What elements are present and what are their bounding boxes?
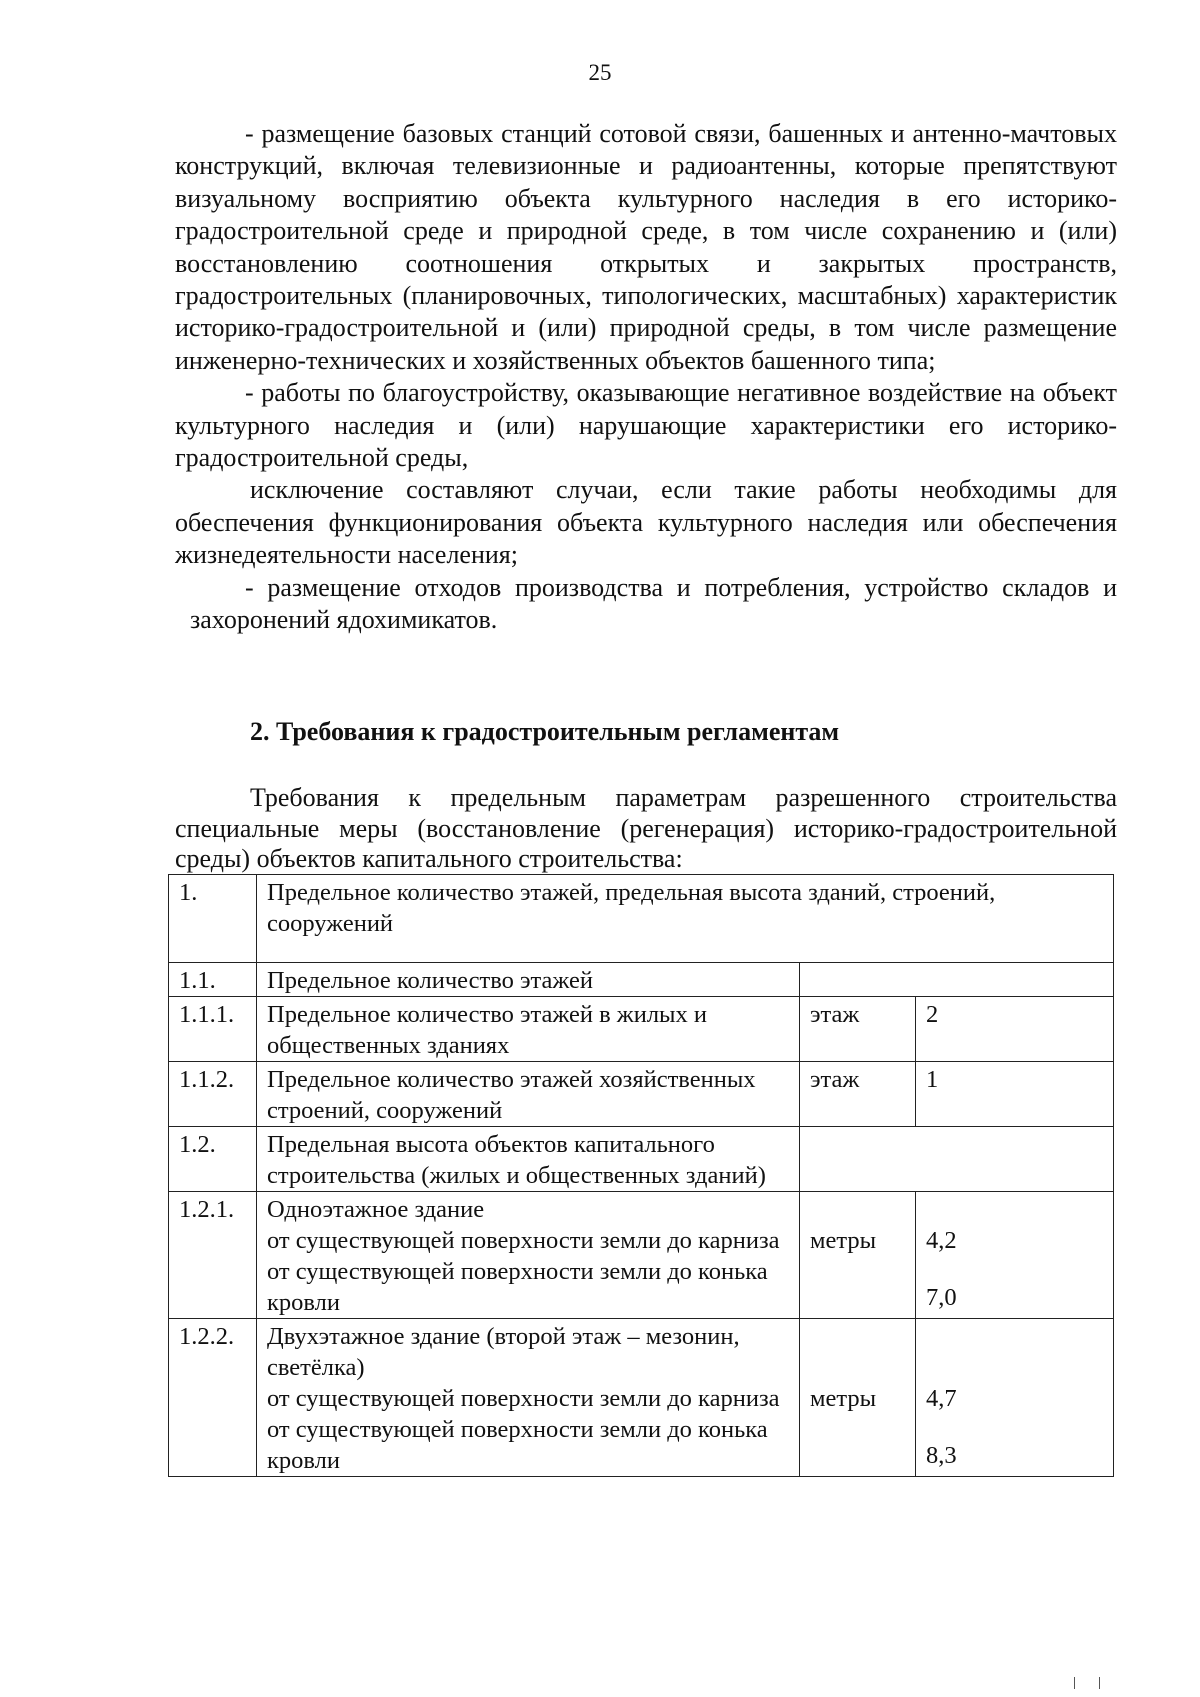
table-row [169,1192,1114,1319]
paragraph: - размещение отходов производства и потребления, устройство складов и захоронений ядохимикатов. [190,572,1117,635]
paragraph: - размещение базовых станций сотовой связи, башенных и антенно-мачтовых конструкций, включая телевизионные и радиоантенны, которые препятствуют визуальному восприятию объекта культурного наследия в его историко-градостроительной среде и природной среде, в том числе сохранению и (или) восстановлению соотношения открытых и закрытых пространств, градостроительных (планировочных, типологических, масштабных) характеристик историко-градостроительной и (или) природной среды, в том числе размещение инженерно-технических и хозяйственных объектов башенного типа; [175,119,1117,375]
table-row [169,1062,1114,1127]
table-row [169,875,1114,963]
row-name [257,1192,800,1319]
table-row [169,997,1114,1062]
row-name: Предельное количество этажей, предельная высота зданий, строений, сооружений [257,875,1114,963]
empty-cell [800,1127,1114,1192]
row-number: 1.1. [169,963,257,997]
row-title: Двухэтажное здание (второй этаж – мезонин, светёлка) [267,1323,740,1381]
row-name: Предельное количество этажей хозяйственных строений, сооружений [257,1062,800,1127]
paragraph: - работы по благоустройству, оказывающие негативное воздействие на объект культурного наследия и (или) нарушающие характеристики его историко-градостроительной среды, [175,378,1117,473]
row-line: от существующей поверхности земли до карниза [267,1227,780,1254]
row-value: 2 [916,997,1114,1062]
paragraph: исключение составляют случаи, если такие работы необходимы для обеспечения функционирования объекта культурного наследия или обеспечения жизнедеятельности населения; [175,475,1117,570]
page-number: 25 [588,60,612,85]
row-unit: этаж [800,1062,916,1127]
row-unit: этаж [800,997,916,1062]
value: 8,3 [926,1442,957,1469]
value: 4,7 [926,1385,957,1412]
row-number: 1.2. [169,1127,257,1192]
row-name: Предельная высота объектов капитального строительства (жилых и общественных зданий) [257,1127,800,1192]
row-number: 1. [169,875,257,963]
row-value [916,1319,1114,1477]
row-number: 1.2.1. [169,1192,257,1319]
table-row [169,963,1114,997]
row-number: 1.1.1. [169,997,257,1062]
row-number: 1.1.2. [169,1062,257,1127]
value: 7,0 [926,1284,957,1311]
row-line: от существующей поверхности земли до конька кровли [267,1416,768,1474]
row-line: от существующей поверхности земли до конька кровли [267,1258,768,1316]
row-value [916,1192,1114,1319]
table-row [169,1127,1114,1192]
parameters-table [168,874,1114,1477]
row-number: 1.2.2. [169,1319,257,1477]
row-unit [800,1319,916,1477]
row-value: 1 [916,1062,1114,1127]
unit-label: метры [810,1227,877,1254]
row-name: Предельное количество этажей [257,963,800,997]
row-name [257,1319,800,1477]
table-row [169,1319,1114,1477]
section-intro: Требования к предельным параметрам разрешенного строительства специальные меры (восстановление (регенерация) историко-градостроительной среды) объектов капитального строительства: [175,783,1117,873]
unit-label: метры [810,1385,877,1412]
section-title: 2. Требования к градостроительным регламентам [250,717,840,746]
row-line: от существующей поверхности земли до карниза [267,1385,780,1412]
empty-cell [800,963,1114,997]
row-title: Одноэтажное здание [267,1196,485,1223]
row-unit [800,1192,916,1319]
body-text [175,118,1117,637]
row-name: Предельное количество этажей в жилых и общественных зданиях [257,997,800,1062]
scan-mark [1074,1677,1100,1689]
value: 4,2 [926,1227,957,1254]
